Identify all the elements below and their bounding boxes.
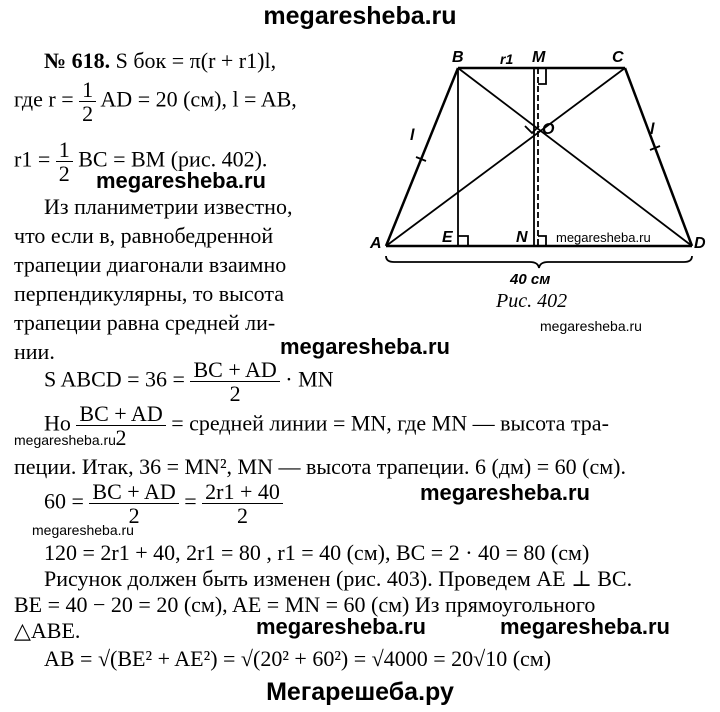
watermark-figure: megaresheba.ru (556, 230, 651, 245)
area-lhs: S ABCD = 36 = (44, 366, 185, 392)
watermark-top: megaresheba.ru (263, 2, 457, 30)
frac-den: 2 (82, 101, 94, 127)
label-d: D (694, 235, 706, 252)
text-no: Но (44, 410, 71, 436)
text-ad-value: AD = 20 (см), l = AB, (100, 86, 297, 112)
formula-main: S бок = π(r + r1)l, (115, 48, 277, 73)
para-line: Из планиметрии известно, (44, 194, 293, 219)
figure-caption: Рис. 402 (496, 290, 568, 312)
label-o: O (542, 121, 555, 138)
watermark-7: megaresheba.ru (256, 614, 426, 639)
area-rhs: · MN (285, 366, 334, 392)
area-formula (44, 358, 334, 405)
area-fraction (190, 358, 279, 405)
text-r1: r1 = (14, 146, 51, 172)
line-sixty (44, 480, 283, 527)
label-n: N (516, 229, 528, 246)
label-a: A (370, 235, 382, 252)
problem-header (44, 48, 276, 74)
watermark-6: megaresheba.ru (32, 522, 134, 538)
watermark-2: megaresheba.ru (540, 318, 642, 334)
frac-den: 2 (58, 161, 70, 187)
watermark-3: megaresheba.ru (280, 334, 450, 359)
line-120: 120 = 2r1 + 40, 2r1 = 80 , r1 = 40 (см), BC = 2 · 40 = 80 (см) (44, 540, 590, 565)
line-be: BE = 40 − 20 = 20 (см), AE = MN = 60 (см) Из прямоугольного (14, 592, 596, 617)
line-ris403: Рисунок должен быть изменен (рис. 403). Проведем AE ⊥ BC. (44, 566, 633, 591)
watermark-8: megaresheba.ru (500, 614, 670, 639)
frac-den: 2 (128, 503, 140, 529)
fraction-half-2 (56, 138, 73, 185)
line-itak: пеции. Итак, 36 = MN², MN — высота трапеции. 6 (дм) = 60 (см). (14, 454, 627, 479)
frac-num: BC + AD (190, 358, 279, 382)
text-where-r: где r = (14, 86, 74, 112)
para-line: что если в, равнобедренной (14, 223, 274, 248)
problem-number: № 618. (44, 48, 111, 73)
para-line: перпендикулярны, то высота (14, 281, 284, 306)
frac-den: 2 (237, 503, 249, 529)
frac-num: BC + AD (89, 480, 178, 504)
label-l-right: l (650, 121, 655, 138)
watermark-bottom: Мегарешеба.ру (266, 678, 454, 706)
frac-den: 2 (229, 381, 241, 407)
line-triangle: △ABE. (14, 618, 81, 643)
watermark-5: megaresheba.ru (420, 480, 590, 505)
label-base-length: 40 см (510, 271, 551, 288)
fraction-half (79, 78, 96, 125)
sixty-lhs: 60 = (44, 488, 84, 514)
text-midline: = средней линии = MN, где MN — высота тра- (171, 410, 609, 436)
frac-num: 2r1 + 40 (202, 480, 283, 504)
watermark-4: megaresheba.ru (14, 432, 116, 448)
watermark-1: megaresheba.ru (96, 168, 266, 193)
trapezoid-figure (360, 44, 710, 314)
para-line: нии. (14, 339, 55, 364)
frac-den: 2 (115, 425, 127, 451)
paragraph-planimetry (14, 192, 292, 366)
label-r1: r1 (500, 51, 514, 67)
line-ab: AB = √(BE² + AE²) = √(20² + 60²) = √4000 = 20√10 (см) (44, 646, 552, 671)
label-c: C (612, 49, 624, 66)
frac-num: BC + AD (76, 402, 165, 426)
label-l-left: l (410, 127, 415, 144)
frac-num: 1 (79, 78, 96, 102)
para-line: трапеции равна средней ли- (14, 310, 276, 335)
line-where-r (14, 78, 297, 125)
frac-num: 1 (56, 138, 73, 162)
line-no (44, 402, 609, 449)
label-e: E (442, 229, 453, 246)
label-b: B (452, 49, 464, 66)
sixty-fraction-2 (202, 480, 283, 527)
text-bc-bm: BC = BM (рис. 402). (78, 146, 268, 172)
sixty-fraction-1 (89, 480, 178, 527)
para-line: трапеции диагонали взаимно (14, 252, 287, 277)
label-m: M (532, 49, 546, 66)
sixty-eq: = (184, 488, 197, 514)
